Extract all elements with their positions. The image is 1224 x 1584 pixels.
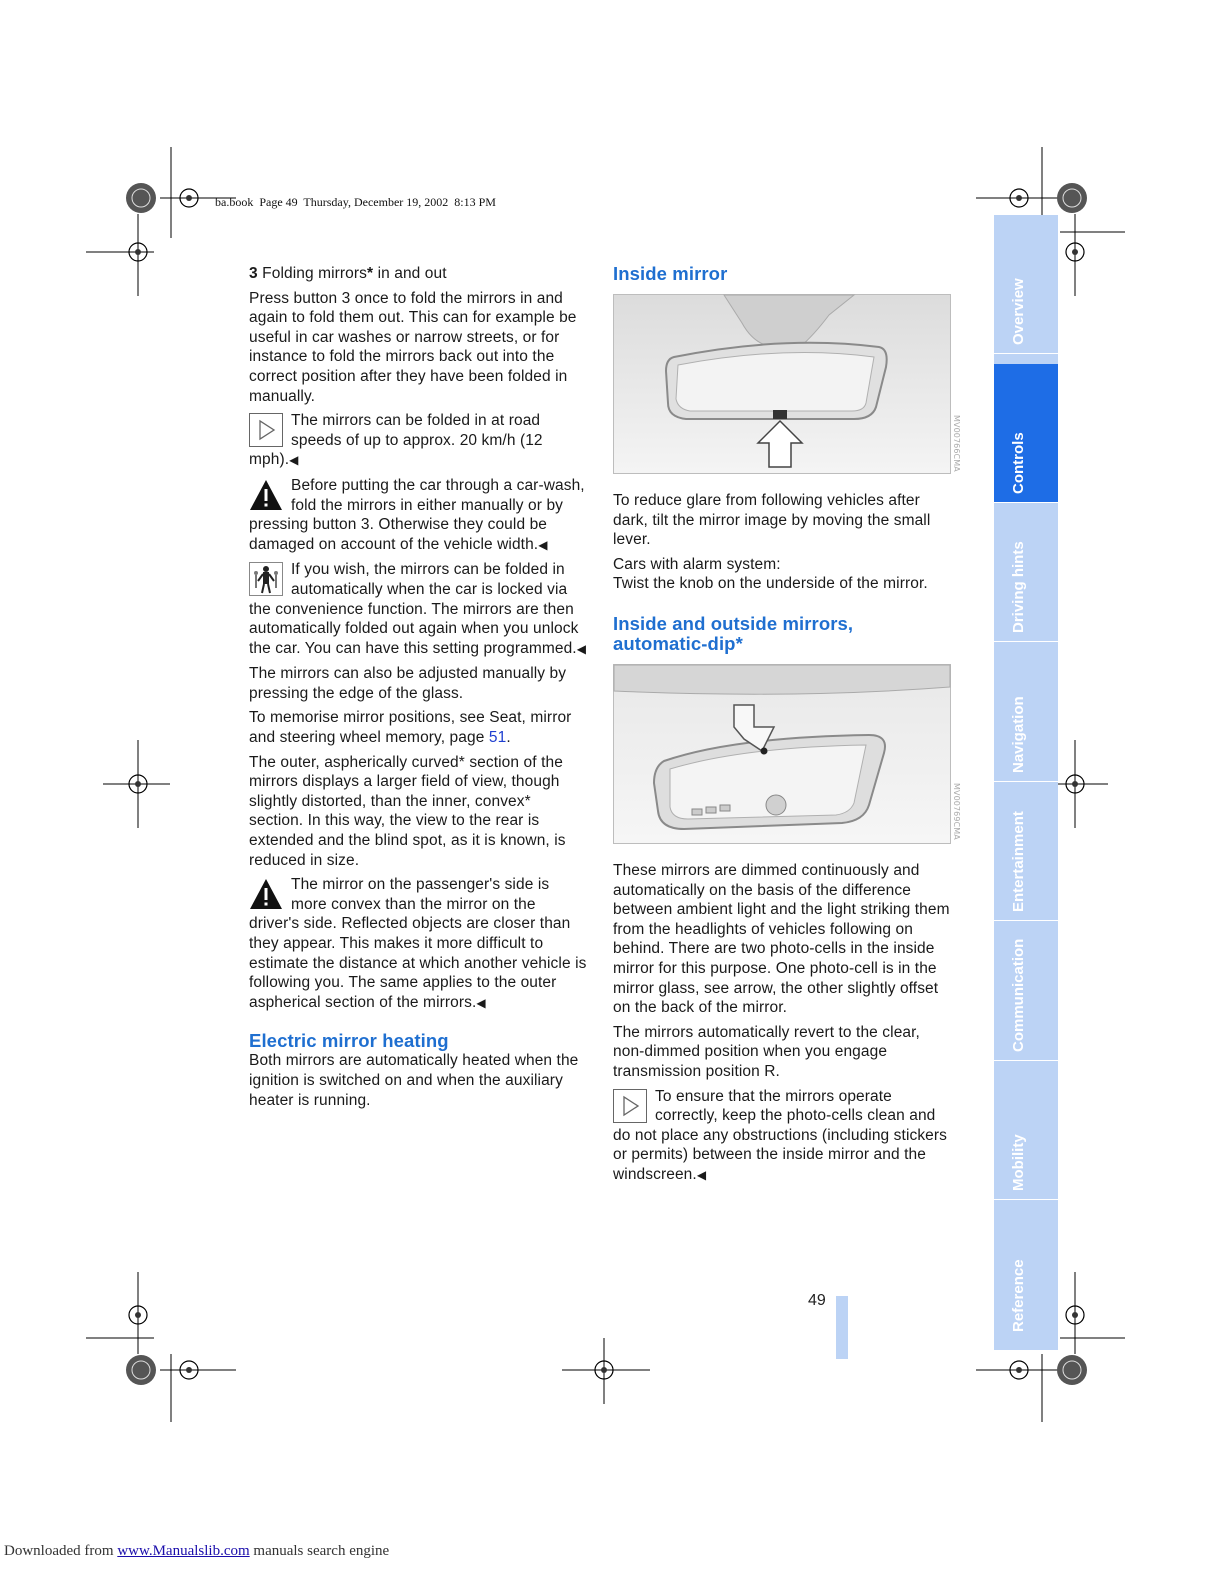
footer-suffix: manuals search engine [249, 1543, 390, 1559]
end-mark: ◀ [476, 995, 486, 1010]
memory-paragraph [249, 708, 589, 747]
manualslib-link[interactable]: www.Manualslib.com [117, 1543, 250, 1559]
warning-icon [249, 877, 283, 911]
tab-overview[interactable] [994, 215, 1058, 354]
warning-carwash [249, 476, 589, 555]
tab-communication[interactable] [994, 922, 1058, 1061]
note-speed-text: The mirrors can be folded in at road speeds of up to approx. 20 km/h (12 mph). [249, 412, 543, 469]
page-number: 49 [808, 1292, 826, 1309]
end-mark: ◀ [289, 453, 299, 468]
alarm-label: Cars with alarm system: [613, 555, 781, 573]
optional-star: * [367, 265, 374, 282]
tab-label: Reference [1010, 1259, 1027, 1332]
glare-paragraph: To reduce glare from following vehicles after dark, tilt the mirror image by moving the small lever. [613, 492, 931, 549]
photocell-paragraph: These mirrors are dimmed continuously and automatically on the basis of the difference between ambient light and the light striking them from the headlights of vehicles following on behind. There are two photo-cells in the inside mirror for this purpose. One photo-cell is in the mirror glass, see arrow, the other slightly offset on the back of the mirror. [613, 861, 950, 1017]
tab-label: Driving hints [1010, 541, 1027, 633]
tab-label: Overview [1010, 278, 1027, 345]
note-photocells [613, 1087, 955, 1186]
heating-paragraph: Both mirrors are automatically heated when the ignition is switched on and when the auxiliary heater is running. [249, 1052, 579, 1109]
alarm-paragraph: Twist the knob on the underside of the mirror. [613, 575, 928, 593]
tab-navigation[interactable] [994, 643, 1058, 782]
item-3-label-suffix: in and out [373, 265, 447, 282]
note-convenience [249, 560, 589, 659]
heading-line-2: automatic-dip* [613, 632, 743, 654]
warning-icon [249, 478, 283, 512]
tab-entertainment[interactable] [994, 782, 1058, 921]
note-photocells-text: To ensure that the mirrors operate correctly, keep the photo-cells clean and do not place any obstructions (including stickers or permits) between the inside mirror and the windscreen. [613, 1087, 948, 1183]
section-heading-inside-mirror: Inside mirror [613, 263, 728, 284]
page-number-bar [836, 1296, 848, 1359]
memory-end: . [506, 729, 511, 747]
item-3-heading [249, 264, 589, 284]
tab-reference[interactable] [994, 1201, 1058, 1340]
right-column [613, 263, 961, 1190]
memory-text: To memorise mirror positions, see Seat, mirror and steering wheel memory, page [249, 709, 572, 747]
revert-paragraph: The mirrors automatically revert to the clear, non-dimmed position when you engage transmission position R. [613, 1023, 920, 1080]
section-heading-heating: Electric mirror heating [249, 1030, 449, 1052]
page-link[interactable]: 51 [488, 729, 507, 747]
personal-profile-icon [249, 562, 283, 596]
download-footer [4, 1543, 389, 1560]
tab-driving-hints[interactable] [994, 503, 1058, 642]
folding-paragraph: Press button 3 once to fold the mirrors in and again to fold them out. This can for example be useful in car washes or narrow streets, or for instance to fold the mirrors back out into the correct position after they have been folded in manually. [249, 289, 577, 405]
tab-mobility[interactable] [994, 1061, 1058, 1200]
note-convenience-text: If you wish, the mirrors can be folded in automatically when the car is locked via the convenience function. The mirrors are then automatically folded out again when you unlock the car. You can have this setting programmed. [249, 561, 579, 657]
note-speed-limit [249, 411, 589, 471]
end-mark: ◀ [696, 1167, 707, 1182]
item-number: 3 [249, 265, 258, 282]
footer-prefix: Downloaded from [4, 1543, 118, 1559]
tab-label: Navigation [1010, 696, 1027, 773]
tab-label: Controls [1010, 432, 1027, 494]
tab-label: Mobility [1010, 1134, 1027, 1191]
aspherical-paragraph: The outer, aspherically curved* section of the mirrors displays a larger field of view, though slightly distorted, than the inner, convex* section. In this way, the view to the rear is extended and the blind spot, as it is known, is reduced in size. [249, 753, 566, 869]
warning-carwash-text: Before putting the car through a car-wash, fold the mirrors in either manually or by pressing button 3. Otherwise they could be damaged on account of the vehicle width. [249, 476, 585, 553]
manual-adjust-paragraph: The mirrors can also be adjusted manually by pressing the edge of the glass. [249, 665, 567, 702]
inside-mirror-illustration [613, 294, 961, 474]
figure-code: MV00769CMA [952, 782, 961, 840]
note-arrow-icon [613, 1089, 647, 1123]
warning-passenger-mirror [249, 875, 589, 1013]
end-mark: ◀ [538, 537, 548, 552]
auto-dip-mirror-illustration [613, 664, 961, 844]
heading-line-1: Inside and outside mirrors, [613, 612, 854, 634]
section-heading-auto-dip [613, 614, 955, 654]
item-3-label: Folding mirrors [262, 265, 368, 282]
print-header: ba.book Page 49 Thursday, December 19, 2002 8:13 PM [215, 195, 496, 209]
warning-passenger-text: The mirror on the passenger's side is more convex than the mirror on the driver's side. Reflected objects are closer than they appear. This makes it more difficult to estimate the distance at which another vehicle is following you. The same applies to the outer aspherical section of the mirrors. [249, 876, 587, 1011]
tab-label: Communication [1010, 938, 1027, 1052]
left-column [249, 264, 589, 1115]
tab-controls[interactable] [994, 364, 1058, 503]
note-arrow-icon [249, 413, 283, 447]
figure-code: MV00766CMA [952, 415, 961, 472]
tab-label: Entertainment [1010, 811, 1027, 912]
end-mark: ◀ [576, 641, 587, 656]
chapter-tabs [994, 215, 1058, 1350]
